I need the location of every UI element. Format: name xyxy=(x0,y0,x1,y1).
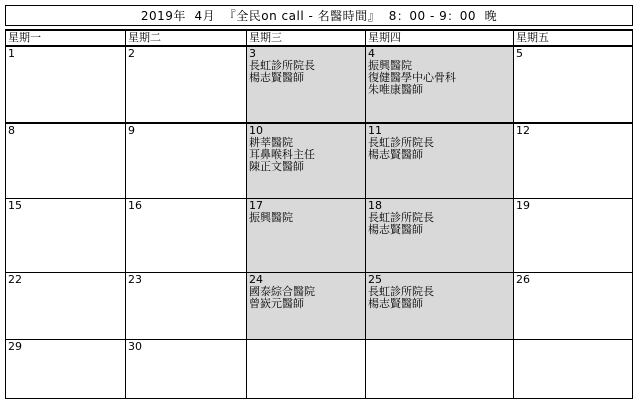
event-text-line: 楊志賢醫師 xyxy=(249,71,304,84)
weekday-header-row xyxy=(5,29,633,47)
calendar-day-cell xyxy=(6,47,126,124)
day-number: 1 xyxy=(8,47,15,60)
day-number: 10 xyxy=(249,124,263,137)
event-text-line: 耕莘醫院 xyxy=(249,136,293,149)
event-text-line: 曾嶔元醫師 xyxy=(249,297,304,310)
weekday-header-tue: 星期二 xyxy=(126,31,247,45)
calendar-day-cell xyxy=(6,199,126,273)
day-number: 24 xyxy=(249,273,263,286)
day-number: 17 xyxy=(249,199,263,212)
calendar-day-cell xyxy=(247,124,366,199)
day-number: 15 xyxy=(8,199,22,212)
event-text-line: 振興醫院 xyxy=(368,59,412,72)
calendar-day-cell xyxy=(366,340,514,398)
event-text-line: 長虹診所院長 xyxy=(368,211,434,224)
day-number: 11 xyxy=(368,124,382,137)
calendar-day-cell xyxy=(514,199,632,273)
calendar-day-cell xyxy=(126,47,247,124)
day-number: 29 xyxy=(8,340,22,353)
weekday-header-wed: 星期三 xyxy=(247,31,366,45)
day-number: 30 xyxy=(128,340,142,353)
event-text-line: 楊志賢醫師 xyxy=(368,297,423,310)
event-text-line: 復健醫學中心骨科 xyxy=(368,71,456,84)
day-number: 12 xyxy=(516,124,530,137)
weekday-header-thu: 星期四 xyxy=(366,31,514,45)
weekday-header-mon: 星期一 xyxy=(6,31,126,45)
event-text-line: 振興醫院 xyxy=(249,211,293,224)
calendar-day-cell xyxy=(366,47,514,124)
event-text-line: 陳正文醫師 xyxy=(249,160,304,173)
day-number: 9 xyxy=(128,124,135,137)
calendar-day-cell xyxy=(514,124,632,199)
calendar-day-cell xyxy=(126,124,247,199)
day-number: 5 xyxy=(516,47,523,60)
calendar-day-cell xyxy=(366,273,514,340)
day-number: 26 xyxy=(516,273,530,286)
event-text-line: 國泰綜合醫院 xyxy=(249,285,315,298)
day-number: 25 xyxy=(368,273,382,286)
calendar-day-cell xyxy=(247,47,366,124)
calendar-day-cell xyxy=(247,340,366,398)
calendar-day-cell xyxy=(514,273,632,340)
day-number: 3 xyxy=(249,47,256,60)
day-number: 8 xyxy=(8,124,15,137)
event-text-line: 楊志賢醫師 xyxy=(368,223,423,236)
event-text-line: 朱唯康醫師 xyxy=(368,83,423,96)
day-number: 22 xyxy=(8,273,22,286)
calendar-day-cell xyxy=(366,199,514,273)
calendar-day-cell xyxy=(6,340,126,398)
weekday-header-fri: 星期五 xyxy=(516,31,549,44)
calendar-day-cell xyxy=(6,124,126,199)
calendar-day-cell xyxy=(6,273,126,340)
calendar-title: 2019年 4月 『全民on call - 名醫時間』 8：00 - 9：00 晚 xyxy=(5,5,633,26)
calendar-day-cell xyxy=(126,199,247,273)
calendar-sheet xyxy=(5,5,633,395)
calendar-grid xyxy=(5,47,633,399)
event-text-line: 長虹診所院長 xyxy=(368,136,434,149)
day-number: 4 xyxy=(368,47,375,60)
event-text-line: 楊志賢醫師 xyxy=(368,148,423,161)
day-number: 18 xyxy=(368,199,382,212)
day-number: 23 xyxy=(128,273,142,286)
calendar-day-cell xyxy=(126,273,247,340)
day-number: 16 xyxy=(128,199,142,212)
calendar-day-cell xyxy=(366,124,514,199)
calendar-day-cell xyxy=(247,273,366,340)
calendar-day-cell xyxy=(247,199,366,273)
day-number: 19 xyxy=(516,199,530,212)
calendar-day-cell xyxy=(514,340,632,398)
event-text-line: 長虹診所院長 xyxy=(368,285,434,298)
calendar-day-cell xyxy=(514,47,632,124)
event-text-line: 長虹診所院長 xyxy=(249,59,315,72)
day-number: 2 xyxy=(128,47,135,60)
event-text-line: 耳鼻喉科主任 xyxy=(249,148,315,161)
calendar-day-cell xyxy=(126,340,247,398)
